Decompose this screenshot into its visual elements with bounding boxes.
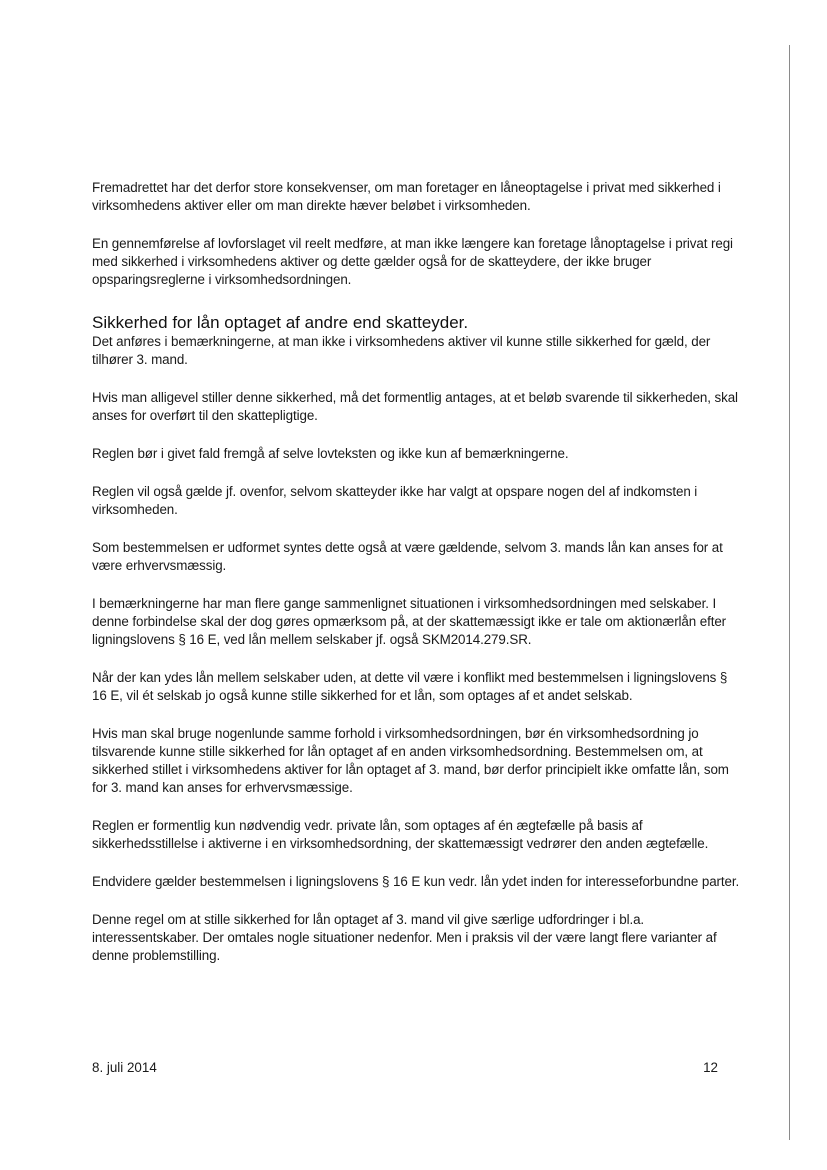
paragraph: Reglen er formentlig kun nødvendig vedr. private lån, som optages af én ægtefælle på basis af sikkerhedsstillelse i aktiverne i en virksomhedsordning, der skattemæssigt vedrører den anden ægtefælle. [92,818,709,851]
paragraph: Hvis man alligevel stiller denne sikkerhed, må det formentlig antages, at et beløb svarende til sikkerheden, skal anses for overført til den skattepligtige. [92,390,738,423]
paragraph: Hvis man skal bruge nogenlunde samme forhold i virksomhedsordningen, bør én virksomhedsordning jo tilsvarende kunne stille sikkerhed for lån optaget af en anden virksomhedsordning. Bestemmelsen om, at sikkerhed stillet i virksomhedens aktiver for lån optaget af 3. mand, bør derfor principielt ikke omfatte lån, som for 3. mand kan anses for erhvervsmæssige. [92,726,729,795]
paragraph: En gennemførelse af lovforslaget vil reelt medføre, at man ikke længere kan foretage lånoptagelse i privat regi med sikkerhed i virksomhedens aktiver og dette gælder også for de skatteydere, der ikke bruger opsparingsreglerne i virksomhedsordningen. [92,236,733,287]
section-heading: Sikkerhed for lån optaget af andre end skatteyder. [92,313,469,332]
paragraph: Denne regel om at stille sikkerhed for lån optaget af 3. mand vil give særlige udfordringer i bl.a. interessentskaber. Der omtales nogle situationer nedenfor. Men i praksis vil der være langt flere varianter af denne problemstilling. [92,912,717,963]
paragraph: Endvidere gælder bestemmelsen i ligningslovens § 16 E kun vedr. lån ydet inden for interesseforbundne parter. [92,874,740,889]
paragraph: Reglen vil også gælde jf. ovenfor, selvom skatteyder ikke har valgt at opspare nogen del af indkomsten i virksomheden. [92,484,698,517]
document-body [92,179,742,965]
paragraph: Fremadrettet har det derfor store konsekvenser, om man foretager en låneoptagelse i privat med sikkerhed i virksomhedens aktiver eller om man direkte hæver beløbet i virksomheden. [92,180,721,213]
paragraph: Når der kan ydes lån mellem selskaber uden, at dette vil være i konflikt med bestemmelsen i ligningslovens § 16 E, vil ét selskab jo også kunne stille sikkerhed for et lån, som optages af et andet selskab. [92,670,728,703]
footer-date: 8. juli 2014 [92,1060,157,1075]
page-number: 12 [703,1060,718,1075]
paragraph: I bemærkningerne har man flere gange sammenlignet situationen i virksomhedsordningen med selskaber. I denne forbindelse skal der dog gøres opmærksom på, at der skattemæssigt ikke er tale om aktionærlån efter ligningslovens § 16 E, ved lån mellem selskaber jf. også SKM2014.279.SR. [92,596,727,647]
paragraph: Reglen bør i givet fald fremgå af selve lovteksten og ikke kun af bemærkningerne. [92,446,569,461]
page-edge-line [789,45,790,1140]
paragraph: Det anføres i bemærkningerne, at man ikke i virksomhedens aktiver vil kunne stille sikkerhed for gæld, der tilhører 3. mand. [92,334,711,367]
paragraph: Som bestemmelsen er udformet syntes dette også at være gældende, selvom 3. mands lån kan anses for at være erhvervsmæssig. [92,540,723,573]
